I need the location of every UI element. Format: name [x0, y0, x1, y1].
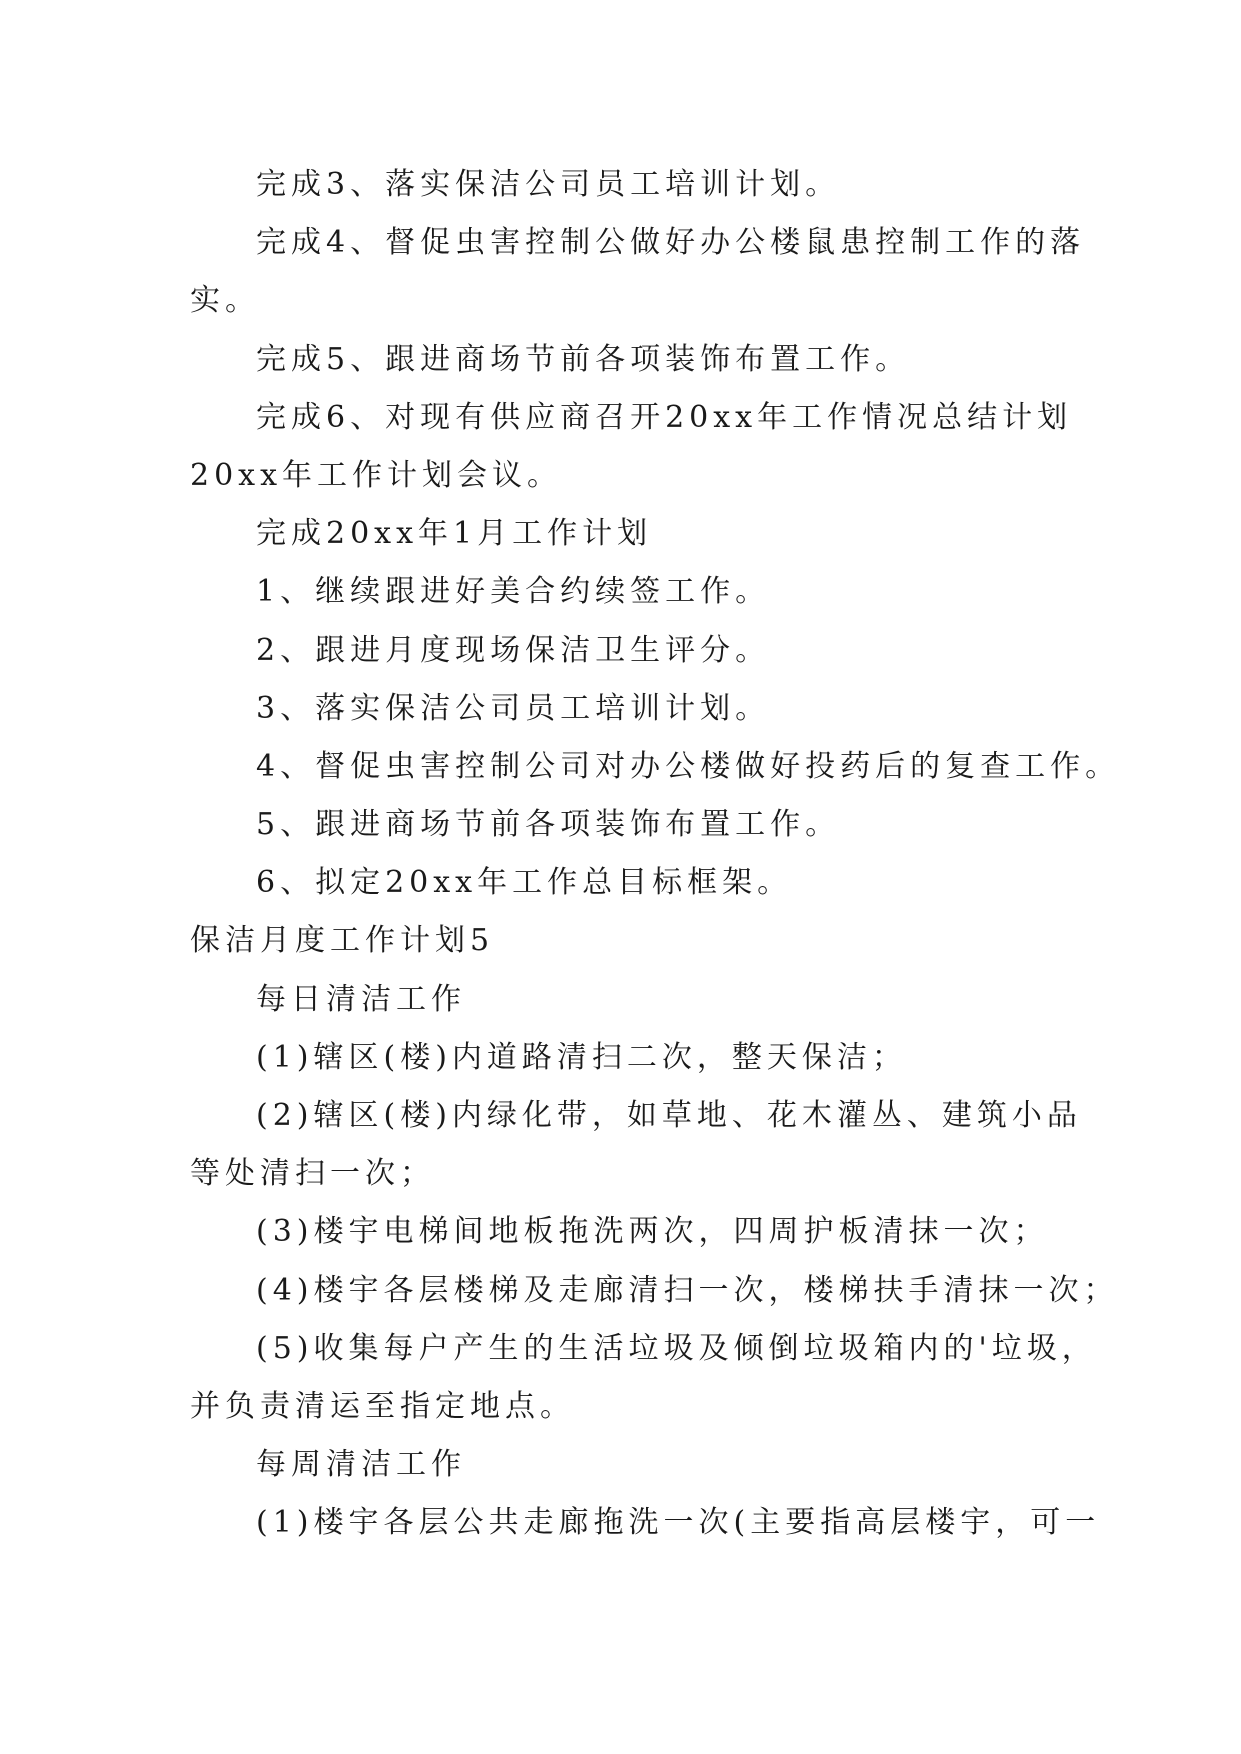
list-item: (3)楼宇电梯间地板拖洗两次，四周护板清抹一次；: [256, 1214, 1049, 1250]
document-title: 保洁月度工作计划5: [190, 923, 495, 959]
text-line: 等处清扫一次；: [190, 1156, 435, 1192]
document-body: [190, 156, 1121, 1553]
text-line: 实。: [190, 283, 260, 319]
list-item: 4、督促虫害控制公司对办公楼做好投药后的复查工作。: [256, 748, 1121, 784]
list-item: 1、继续跟进好美合约续签工作。: [256, 574, 771, 610]
list-item: (4)楼宇各层楼梯及走廊清扫一次，楼梯扶手清抹一次；: [256, 1272, 1119, 1308]
section-heading: 完成20xx年1月工作计划: [256, 516, 653, 552]
text-line: 完成5、跟进商场节前各项装饰布置工作。: [256, 341, 911, 377]
text-line: 完成6、对现有供应商召开20xx年工作情况总结计划: [256, 399, 1073, 435]
section-heading: 每周清洁工作: [256, 1447, 466, 1483]
list-item: 2、跟进月度现场保洁卫生评分。: [256, 632, 771, 668]
text-line: 完成4、督促虫害控制公做好办公楼鼠患控制工作的落: [256, 225, 1086, 261]
text-line: 并负责清运至指定地点。: [190, 1388, 575, 1424]
list-item: 3、落实保洁公司员工培训计划。: [256, 690, 771, 726]
section-heading: 每日清洁工作: [256, 981, 466, 1017]
text-line: 20xx年工作计划会议。: [190, 457, 563, 493]
list-item: (1)辖区(楼)内道路清扫二次，整天保洁；: [256, 1039, 907, 1075]
list-item: (2)辖区(楼)内绿化带，如草地、花木灌丛、建筑小品: [256, 1098, 1082, 1133]
list-item: 5、跟进商场节前各项装饰布置工作。: [256, 807, 841, 843]
list-item: (5)收集每户产生的生活垃圾及倾倒垃圾箱内的'垃圾，: [256, 1330, 1097, 1366]
text-line: 完成3、落实保洁公司员工培训计划。: [256, 167, 841, 202]
list-item: 6、拟定20xx年工作总目标框架。: [256, 865, 793, 901]
list-item: (1)楼宇各层公共走廊拖洗一次(主要指高层楼宇，可一: [256, 1505, 1101, 1541]
